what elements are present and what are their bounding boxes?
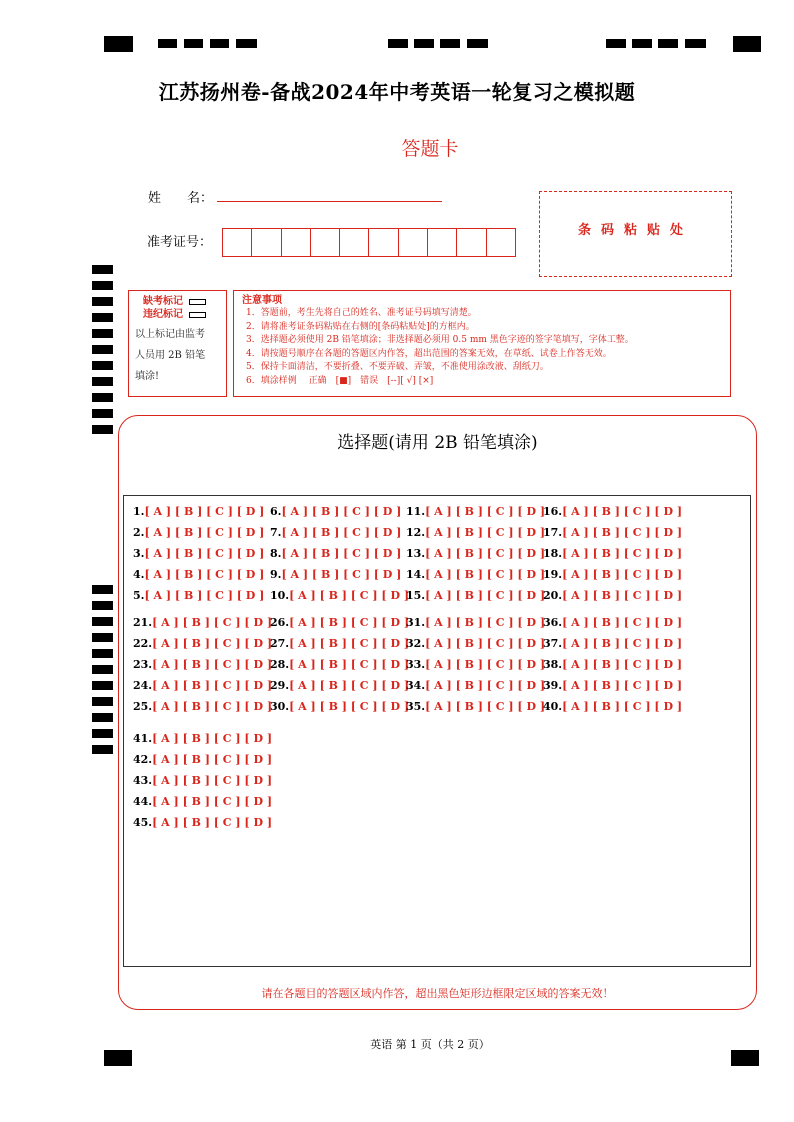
question-number: 18. bbox=[543, 547, 563, 560]
answer-options[interactable]: [ A ] [ B ] [ C ] [ D ] bbox=[144, 526, 265, 539]
question-2[interactable] bbox=[133, 526, 264, 539]
question-number: 4. bbox=[133, 568, 145, 581]
corner-mark-top-left bbox=[104, 36, 133, 52]
notice-line: 2．请将准考证条码粘贴在右侧的[条码粘贴处]的方框内。 bbox=[246, 321, 475, 332]
question-5[interactable] bbox=[133, 589, 264, 602]
violation-mark bbox=[135, 308, 220, 321]
question-11[interactable] bbox=[406, 505, 545, 518]
question-number: 6. bbox=[270, 505, 282, 518]
answer-options[interactable]: [ A ] [ B ] [ C ] [ D ] bbox=[562, 589, 683, 602]
answer-options[interactable]: [ A ] [ B ] [ C ] [ D ] bbox=[562, 616, 683, 629]
question-14[interactable] bbox=[406, 568, 545, 581]
barcode-label: 条码粘贴处 bbox=[577, 223, 693, 238]
question-10[interactable] bbox=[270, 589, 409, 602]
question-38[interactable] bbox=[543, 658, 682, 671]
question-number: 30. bbox=[270, 700, 290, 713]
exam-id-field[interactable] bbox=[222, 228, 516, 257]
question-29[interactable] bbox=[270, 679, 409, 692]
question-number: 13. bbox=[406, 547, 426, 560]
corner-mark-bottom-right bbox=[731, 1050, 759, 1066]
answer-options[interactable]: [ A ] [ B ] [ C ] [ D ] bbox=[562, 547, 683, 560]
violation-mark-label: 违纪标记 bbox=[143, 309, 183, 320]
mark-box bbox=[128, 290, 227, 397]
question-15[interactable] bbox=[406, 589, 545, 602]
answer-area bbox=[123, 495, 751, 967]
question-number: 11. bbox=[406, 505, 426, 518]
notice-line: 5．保持卡面清洁，不要折叠、不要弄破、弄皱，不准使用涂改液、刮纸刀。 bbox=[246, 362, 549, 372]
question-7[interactable] bbox=[270, 526, 401, 539]
question-26[interactable] bbox=[270, 616, 409, 629]
question-19[interactable] bbox=[543, 568, 682, 581]
question-number: 40. bbox=[543, 700, 563, 713]
question-number: 22. bbox=[133, 637, 153, 650]
mark-note-line: 人员用 2B 铅笔 bbox=[135, 350, 206, 361]
notice-line: 6．填涂样例 正确 [■] 错误 [--][ √] [×] bbox=[246, 375, 434, 386]
question-number: 16. bbox=[543, 505, 563, 518]
notice-line: 3．选择题必须使用 2B 铅笔填涂；非选择题必须用 0.5 mm 黑色字迹的签字笔填写，字体工整。 bbox=[246, 335, 634, 345]
mark-note bbox=[135, 324, 220, 387]
question-9[interactable] bbox=[270, 568, 401, 581]
question-27[interactable] bbox=[270, 637, 409, 650]
answer-options[interactable]: [ A ] [ B ] [ C ] [ D ] bbox=[425, 526, 546, 539]
question-number: 41. bbox=[133, 732, 153, 745]
question-24[interactable] bbox=[133, 679, 272, 692]
question-number: 23. bbox=[133, 658, 153, 671]
notice-heading: 注意事项 bbox=[242, 295, 282, 306]
name-label: 姓 名： bbox=[148, 191, 214, 206]
answer-options[interactable]: [ A ] [ B ] [ C ] [ D ] bbox=[144, 505, 265, 518]
page-footer: 英语 第 1 页（共 2 页） bbox=[370, 1038, 490, 1051]
question-number: 19. bbox=[543, 568, 563, 581]
answer-options[interactable]: [ A ] [ B ] [ C ] [ D ] bbox=[562, 526, 683, 539]
question-number: 10. bbox=[270, 589, 290, 602]
question-40[interactable] bbox=[543, 700, 682, 713]
question-31[interactable] bbox=[406, 616, 545, 629]
question-6[interactable] bbox=[270, 505, 401, 518]
question-35[interactable] bbox=[406, 700, 545, 713]
answer-options[interactable]: [ A ] [ B ] [ C ] [ D ] bbox=[562, 568, 683, 581]
corner-mark-top-right bbox=[733, 36, 761, 52]
question-number: 32. bbox=[406, 637, 426, 650]
question-13[interactable] bbox=[406, 547, 545, 560]
question-number: 3. bbox=[133, 547, 145, 560]
question-number: 34. bbox=[406, 679, 426, 692]
question-number: 14. bbox=[406, 568, 426, 581]
question-number: 43. bbox=[133, 774, 153, 787]
answer-options[interactable]: [ A ] [ B ] [ C ] [ D ] bbox=[144, 568, 265, 581]
question-1[interactable] bbox=[133, 505, 264, 518]
question-number: 39. bbox=[543, 679, 563, 692]
question-number: 7. bbox=[270, 526, 282, 539]
id-label: 准考证号： bbox=[147, 235, 213, 250]
answer-options[interactable]: [ A ] [ B ] [ C ] [ D ] bbox=[562, 658, 683, 671]
question-number: 29. bbox=[270, 679, 290, 692]
question-number: 2. bbox=[133, 526, 145, 539]
question-37[interactable] bbox=[543, 637, 682, 650]
question-43[interactable] bbox=[133, 774, 272, 787]
answer-options[interactable]: [ A ] [ B ] [ C ] [ D ] bbox=[425, 700, 546, 713]
question-number: 20. bbox=[543, 589, 563, 602]
question-number: 5. bbox=[133, 589, 145, 602]
question-number: 44. bbox=[133, 795, 153, 808]
question-number: 31. bbox=[406, 616, 426, 629]
corner-mark-bottom-left bbox=[104, 1050, 132, 1066]
answer-options[interactable]: [ A ] [ B ] [ C ] [ D ] bbox=[425, 589, 546, 602]
question-number: 38. bbox=[543, 658, 563, 671]
answer-options[interactable]: [ A ] [ B ] [ C ] [ D ] bbox=[144, 589, 265, 602]
question-number: 28. bbox=[270, 658, 290, 671]
question-34[interactable] bbox=[406, 679, 545, 692]
question-8[interactable] bbox=[270, 547, 401, 560]
answer-options[interactable]: [ A ] [ B ] [ C ] [ D ] bbox=[425, 616, 546, 629]
card-subtitle: 答题卡 bbox=[401, 138, 459, 160]
answer-options[interactable]: [ A ] [ B ] [ C ] [ D ] bbox=[289, 700, 410, 713]
answer-options[interactable]: [ A ] [ B ] [ C ] [ D ] bbox=[152, 616, 273, 629]
question-number: 42. bbox=[133, 753, 153, 766]
question-32[interactable] bbox=[406, 637, 545, 650]
question-22[interactable] bbox=[133, 637, 272, 650]
answer-options[interactable]: [ A ] [ B ] [ C ] [ D ] bbox=[281, 505, 402, 518]
answer-options[interactable]: [ A ] [ B ] [ C ] [ D ] bbox=[152, 774, 273, 787]
answer-options[interactable]: [ A ] [ B ] [ C ] [ D ] bbox=[289, 637, 410, 650]
question-number: 27. bbox=[270, 637, 290, 650]
name-field[interactable] bbox=[217, 201, 442, 202]
answer-options[interactable]: [ A ] [ B ] [ C ] [ D ] bbox=[425, 568, 546, 581]
page-title: 江苏扬州卷-备战2024年中考英语一轮复习之模拟题 bbox=[158, 80, 636, 104]
answer-options[interactable]: [ A ] [ B ] [ C ] [ D ] bbox=[289, 679, 410, 692]
notice-line: 1．答题前，考生先将自己的姓名、准考证号码填写清楚。 bbox=[246, 308, 477, 318]
question-number: 25. bbox=[133, 700, 153, 713]
answer-options[interactable]: [ A ] [ B ] [ C ] [ D ] bbox=[425, 505, 546, 518]
answer-options[interactable]: [ A ] [ B ] [ C ] [ D ] bbox=[152, 700, 273, 713]
answer-options[interactable]: [ A ] [ B ] [ C ] [ D ] bbox=[144, 547, 265, 560]
answer-options[interactable]: [ A ] [ B ] [ C ] [ D ] bbox=[562, 679, 683, 692]
answer-options[interactable]: [ A ] [ B ] [ C ] [ D ] bbox=[152, 637, 273, 650]
answer-options[interactable]: [ A ] [ B ] [ C ] [ D ] bbox=[289, 616, 410, 629]
question-number: 9. bbox=[270, 568, 282, 581]
question-44[interactable] bbox=[133, 795, 272, 808]
answer-options[interactable]: [ A ] [ B ] [ C ] [ D ] bbox=[281, 568, 402, 581]
section-title: 选择题(请用 2B 铅笔填涂) bbox=[337, 433, 538, 453]
answer-options[interactable]: [ A ] [ B ] [ C ] [ D ] bbox=[152, 679, 273, 692]
answer-options[interactable]: [ A ] [ B ] [ C ] [ D ] bbox=[152, 816, 273, 829]
violation-mark-box[interactable] bbox=[189, 312, 206, 318]
answer-options[interactable]: [ A ] [ B ] [ C ] [ D ] bbox=[562, 505, 683, 518]
answer-options[interactable]: [ A ] [ B ] [ C ] [ D ] bbox=[289, 589, 410, 602]
answer-options[interactable]: [ A ] [ B ] [ C ] [ D ] bbox=[425, 679, 546, 692]
barcode-area bbox=[539, 191, 732, 277]
answer-options[interactable]: [ A ] [ B ] [ C ] [ D ] bbox=[152, 732, 273, 745]
question-25[interactable] bbox=[133, 700, 272, 713]
question-number: 26. bbox=[270, 616, 290, 629]
question-number: 33. bbox=[406, 658, 426, 671]
question-number: 15. bbox=[406, 589, 426, 602]
question-number: 24. bbox=[133, 679, 153, 692]
question-21[interactable] bbox=[133, 616, 272, 629]
answer-options[interactable]: [ A ] [ B ] [ C ] [ D ] bbox=[152, 753, 273, 766]
absent-mark bbox=[135, 295, 220, 308]
answer-options[interactable]: [ A ] [ B ] [ C ] [ D ] bbox=[425, 658, 546, 671]
answer-options[interactable]: [ A ] [ B ] [ C ] [ D ] bbox=[562, 637, 683, 650]
question-number: 36. bbox=[543, 616, 563, 629]
question-41[interactable] bbox=[133, 732, 272, 745]
notice-box bbox=[233, 290, 731, 397]
question-18[interactable] bbox=[543, 547, 682, 560]
question-3[interactable] bbox=[133, 547, 264, 560]
answer-options[interactable]: [ A ] [ B ] [ C ] [ D ] bbox=[425, 637, 546, 650]
answer-options[interactable]: [ A ] [ B ] [ C ] [ D ] bbox=[289, 658, 410, 671]
question-28[interactable] bbox=[270, 658, 409, 671]
question-4[interactable] bbox=[133, 568, 264, 581]
question-36[interactable] bbox=[543, 616, 682, 629]
question-number: 37. bbox=[543, 637, 563, 650]
mark-note-line: 填涂! bbox=[135, 371, 160, 382]
answer-options[interactable]: [ A ] [ B ] [ C ] [ D ] bbox=[152, 795, 273, 808]
absent-mark-label: 缺考标记 bbox=[143, 296, 183, 307]
question-number: 12. bbox=[406, 526, 426, 539]
question-42[interactable] bbox=[133, 753, 272, 766]
answer-options[interactable]: [ A ] [ B ] [ C ] [ D ] bbox=[281, 547, 402, 560]
question-12[interactable] bbox=[406, 526, 545, 539]
question-45[interactable] bbox=[133, 816, 272, 829]
question-30[interactable] bbox=[270, 700, 409, 713]
answer-options[interactable]: [ A ] [ B ] [ C ] [ D ] bbox=[425, 547, 546, 560]
mark-note-line: 以上标记由监考 bbox=[135, 329, 205, 340]
answer-options[interactable]: [ A ] [ B ] [ C ] [ D ] bbox=[281, 526, 402, 539]
absent-mark-box[interactable] bbox=[189, 299, 206, 305]
question-number: 1. bbox=[133, 505, 145, 518]
question-16[interactable] bbox=[543, 505, 682, 518]
question-20[interactable] bbox=[543, 589, 682, 602]
answer-options[interactable]: [ A ] [ B ] [ C ] [ D ] bbox=[152, 658, 273, 671]
answer-options[interactable]: [ A ] [ B ] [ C ] [ D ] bbox=[562, 700, 683, 713]
question-23[interactable] bbox=[133, 658, 272, 671]
question-39[interactable] bbox=[543, 679, 682, 692]
question-number: 17. bbox=[543, 526, 563, 539]
question-33[interactable] bbox=[406, 658, 545, 671]
answer-warning: 请在各题目的答题区域内作答，超出黑色矩形边框限定区域的答案无效！ bbox=[261, 987, 614, 1000]
question-number: 8. bbox=[270, 547, 282, 560]
question-number: 45. bbox=[133, 816, 153, 829]
notice-line: 4．请按题号顺序在各题的答题区内作答，超出范围的答案无效，在草纸、试卷上作答无效。 bbox=[246, 348, 612, 359]
question-number: 35. bbox=[406, 700, 426, 713]
choice-section bbox=[118, 415, 757, 1010]
question-number: 21. bbox=[133, 616, 153, 629]
question-17[interactable] bbox=[543, 526, 682, 539]
